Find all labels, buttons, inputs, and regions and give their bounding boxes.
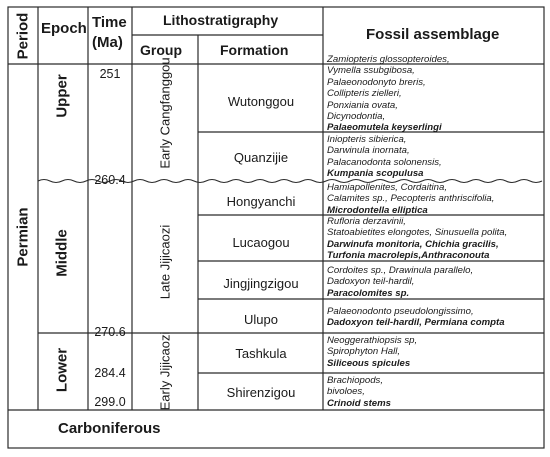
formation-wutonggou: Wutonggou	[227, 94, 295, 109]
group-early-jijicaozi: Early Jijicaozi	[157, 331, 173, 411]
fossil-cell-ulupo: Palaeonodonto pseudolongissimo, Dadoxyon teil-hardil, Permiana compta	[327, 306, 505, 329]
epoch-upper: Upper	[53, 74, 71, 118]
fossil-cell-jingjingzigou: Cordoites sp., Drawinula parallelo, Dadoxyon teil-hardil, Paracolomites sp.	[327, 265, 474, 299]
time-284-4: 284.4	[94, 366, 126, 380]
formation-tashkula: Tashkula	[235, 346, 287, 361]
formation-shirenzigou: Shirenzigou	[226, 385, 296, 400]
fossil-cell-shirenzigou: Brachiopods, bivoloes, Crinoid stems	[327, 375, 391, 409]
fossil-cell-hongyanchi: Hamiapollenites, Cordaitina, Calamites sp., Pecopteris anthriscifolia, Microdontella elliptica	[327, 182, 495, 216]
header-formation: Formation	[220, 42, 289, 58]
time-260-4: 260.4	[94, 173, 126, 187]
header-fossil-assemblage: Fossil assemblage	[366, 26, 500, 43]
epoch-lower: Lower	[53, 347, 71, 393]
group-early-cangfanggou: Early Cangfanggou	[157, 57, 173, 169]
epoch-middle: Middle	[53, 229, 71, 277]
fossil-cell-wutonggou: Zamiopteris glossopteroides, Vymella ssubgibosa, Palaeonodonyto breris, Collipteris zielleri, Ponxiania ovata, Dicynodontia, Palaeomutela keyserlingi	[327, 54, 450, 134]
formation-quanzijie: Quanzijie	[233, 150, 289, 165]
header-lithostratigraphy: Lithostratigraphy	[163, 12, 279, 28]
fossil-cell-quanzijie: Iniopteris sibierica, Darwinula inornata, Palacanodonta solonensis, Kumpania scopulusa	[327, 134, 442, 180]
header-group: Group	[140, 42, 182, 58]
group-late-jijicaozi: Late Jijicaozi	[157, 224, 173, 300]
header-time-unit: (Ma)	[92, 34, 123, 51]
header-time: Time	[92, 14, 127, 31]
formation-jingjingzigou: Jingjingzigou	[223, 276, 299, 291]
carboniferous-label: Carboniferous	[58, 420, 161, 437]
formation-hongyanchi: Hongyanchi	[226, 194, 296, 209]
time-251: 251	[99, 67, 121, 81]
formation-ulupo: Ulupo	[244, 312, 278, 327]
header-epoch: Epoch	[41, 20, 87, 37]
header-period: Period	[14, 12, 32, 60]
period-label: Permian	[14, 207, 32, 267]
fossil-cell-lucaogou: Rufloria derzavinii, Statoabietites elongotes, Sinusuella polita, Darwinufa monitoria, Chichia gracilis, Turfonia macrolepis,Anthraconouta	[327, 216, 508, 262]
fossil-cell-tashkula: Neoggerathiopsis sp, Spirophyton Hall, Siliceous spicules	[327, 335, 418, 369]
formation-lucaogou: Lucaogou	[232, 235, 290, 250]
time-299-0: 299.0	[94, 395, 126, 409]
time-270-6: 270.6	[94, 325, 126, 339]
